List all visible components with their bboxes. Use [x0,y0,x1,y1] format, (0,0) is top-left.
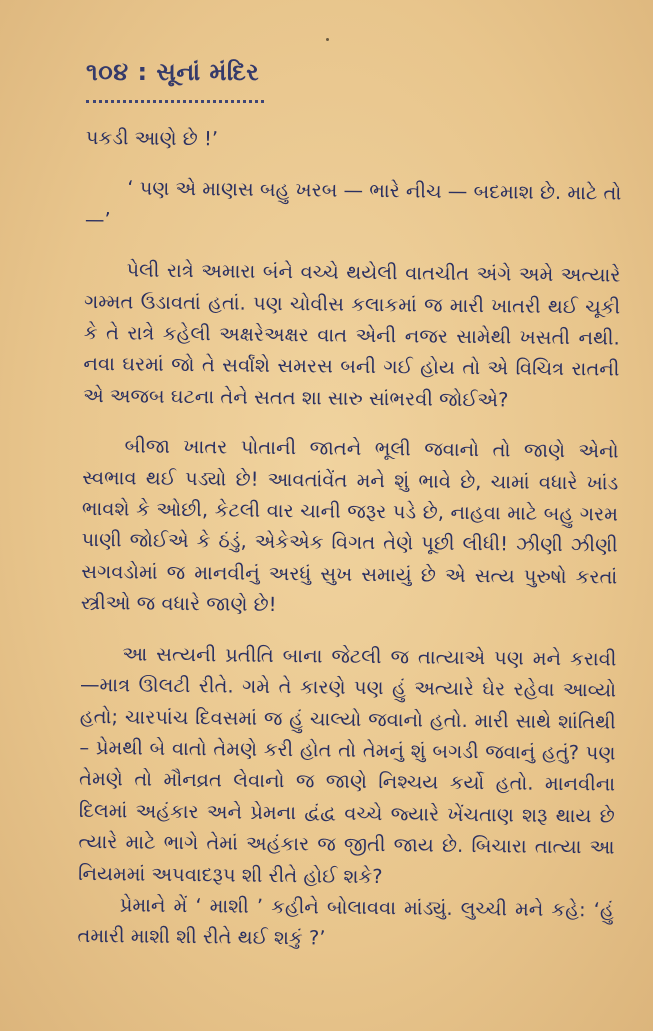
body-text [77,122,622,957]
header-dotted-rule [86,100,264,103]
running-header: ૧૦૪ : સૂનાં મંદિર [86,58,260,86]
paragraph-6: પ્રેમાને મેં ‘ માશી ’ કહીને બોલાવવા માંડ્યું. લુચ્ચી મને કહે: ‘હું તમારી માશી શી રીતે થઈ શકું ?’ [77,893,614,950]
paragraph-5: આ સત્યની પ્રતીતિ બાના જેટલી જ તાત્યાએ પણ મને કરાવી —માત્ર ઊલટી રીતે. ગમે તે કારણે પણ હું અત્યારે ઘેર રહેવા આવ્યો હતો; ચારપાંચ દિવસમાં જ હું ચાલ્યો જવાનો હતો. મારી સાથે શાંતિથી – પ્રેમથી બે વાતો તેમણે કરી હોત તો તેમનું શું બગડી જવાનું હતું? પણ તેમણે તો મૌનવ્રત લેવાનો જ જાણે નિશ્ચય કર્યો હતો. માનવીના દિલમાં અહંકાર અને પ્રેમના દ્વંદ્વ વચ્ચે જ્યારે ખેંચતાણ શરૂ થાય છે ત્યારે માટે ભાગે તેમાં અહંકાર જ જીતી જાય છે. બિચારા તાત્યા આ નિયમમાં અપવાદરૂપ શી રીતે હોઈ શકે? [78,642,617,888]
paragraph-2: ‘ પણ એ માણસ બહુ ખરબ — ભારે નીચ — બદમાશ છે. માટે તો —’ [84,176,622,232]
paper-speck [326,38,329,41]
paragraph-4: બીજા ખાતર પોતાની જાતને ભૂલી જવાનો તો જાણે એનો સ્વભાવ થઈ પડ્યો છે! આવતાંવેંત મને શું ભાવે છે, ચામાં વધારે ખાંડ ભાવશે કે ઓછી, કેટલી વાર ચાની જરૂર પડે છે, નાહવા માટે બહુ ગરમ પાણી જોઈએ કે ઠંડું, એકેએક વિગત તેણે પૂછી લીધી! ઝીણી ઝીણી સગવડોમાં જ માનવીનું અરધું સુખ સમાયું છે એ સત્ય પુરુષો કરતાં સ્ત્રીઓ જ વધારે જાણે છે! [80,434,619,617]
paragraph-3: પેલી રાત્રે અમારા બંને વચ્ચે થયેલી વાતચીત અંગે અમે અત્યારે ગમ્મત ઉડાવતાં હતાં. પણ ચોવીસ કલાકમાં જ મારી ખાતરી થઈ ચૂકી કે તે રાત્રે કહેલી અક્ષરેઅક્ષર વાત એની નજર સામેથી ખસતી નથી. નવા ઘરમાં જો તે સર્વાંશે સમરસ બની ગઈ હોય તો એ વિચિત્ર રાતની એ અજબ ઘટના તેને સતત શા સારુ સાંભરવી જોઈએ? [83,258,621,412]
paragraph-1: પકડી આણે છે !’ [85,125,219,151]
